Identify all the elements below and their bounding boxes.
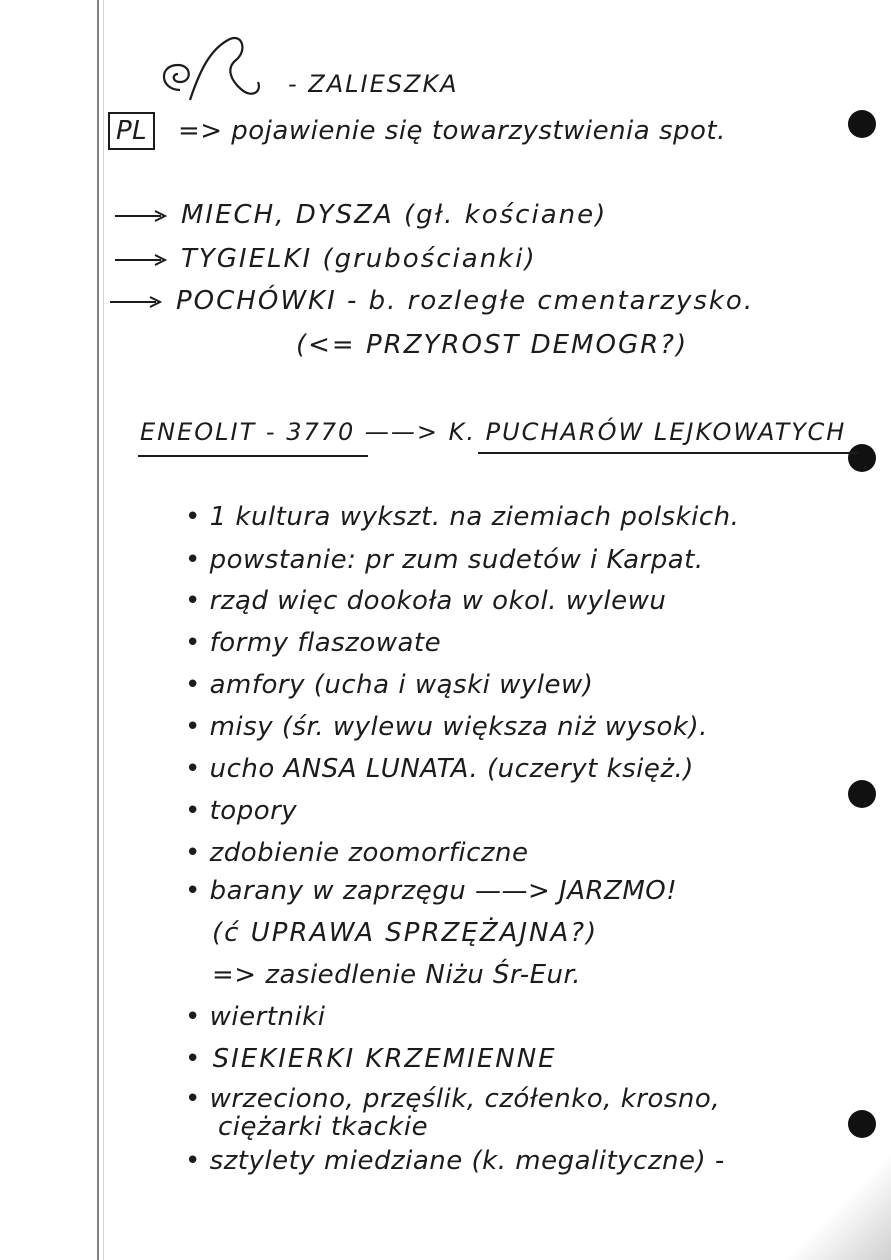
item-text: TYGIELKI (grubościanki) [181,244,537,274]
bullet-item: • wiertniki [185,1002,326,1032]
bullet-item: • topory [185,796,298,826]
eneolit-heading: ENEOLIT - 3770 ——> K. PUCHARÓW LEJKOWATYCH [140,418,847,446]
item-text: MIECH, DYSZA (gł. kościane) [181,200,608,230]
pochowki-note: (<= PRZYROST DEMOGR?) [296,330,689,360]
scan-shadow [771,1140,891,1260]
item-miech [115,200,607,230]
underline-kultura [478,452,858,454]
arrow-right-icon [115,253,169,267]
pl-box: PL [108,112,155,150]
spiral-symbol-icon [150,30,270,110]
bullet-subnote: ciężarki tkackie [218,1112,429,1142]
bullet-subnote: => zasiedlenie Niżu Śr-Eur. [212,960,582,990]
item-pochowki [110,286,754,316]
title-zalieszka: - ZALIESZKA [288,70,459,98]
margin-line-shadow [103,0,104,1260]
binder-hole [848,444,876,472]
pl-text: => pojawienie się towarzystwienia spot. [177,116,726,146]
binder-hole [848,110,876,138]
bullet-item: • wrzeciono, przęślik, czółenko, krosno, [185,1084,721,1114]
bullet-item: • 1 kultura wykszt. na ziemiach polskich. [185,502,740,532]
arrow-right-icon [115,209,169,223]
item-tygielki [115,244,537,274]
bullet-subnote: (ć UPRAWA SPRZĘŻAJNA?) [212,918,599,948]
bullet-item: • sztylety miedziane (k. megalityczne) - [185,1146,725,1176]
bullet-item: • powstanie: pr zum sudetów i Karpat. [185,545,704,575]
bullet-item: • misy (śr. wylewu większa niż wysok). [185,712,708,742]
bullet-item: • rząd więc dookoła w okol. wylewu [185,586,667,616]
pl-line [108,112,726,150]
bullet-item: • zdobienie zoomorficzne [185,838,529,868]
bullet-item: • barany w zaprzęgu ——> JARZMO! [185,876,678,906]
item-text: POCHÓWKI - b. rozległe cmentarzysko. [176,286,755,316]
bullet-item: • SIEKIERKI KRZEMIENNE [185,1044,557,1074]
binder-hole [848,1110,876,1138]
underline-eneolit [138,455,368,457]
bullet-item: • ucho ANSA LUNATA. (uczeryt księż.) [185,754,694,784]
arrow-right-icon [110,295,164,309]
bullet-item: • formy flaszowate [185,628,442,658]
bullet-item: • amfory (ucha i wąski wylew) [185,670,594,700]
binder-hole [848,780,876,808]
margin-line [97,0,99,1260]
